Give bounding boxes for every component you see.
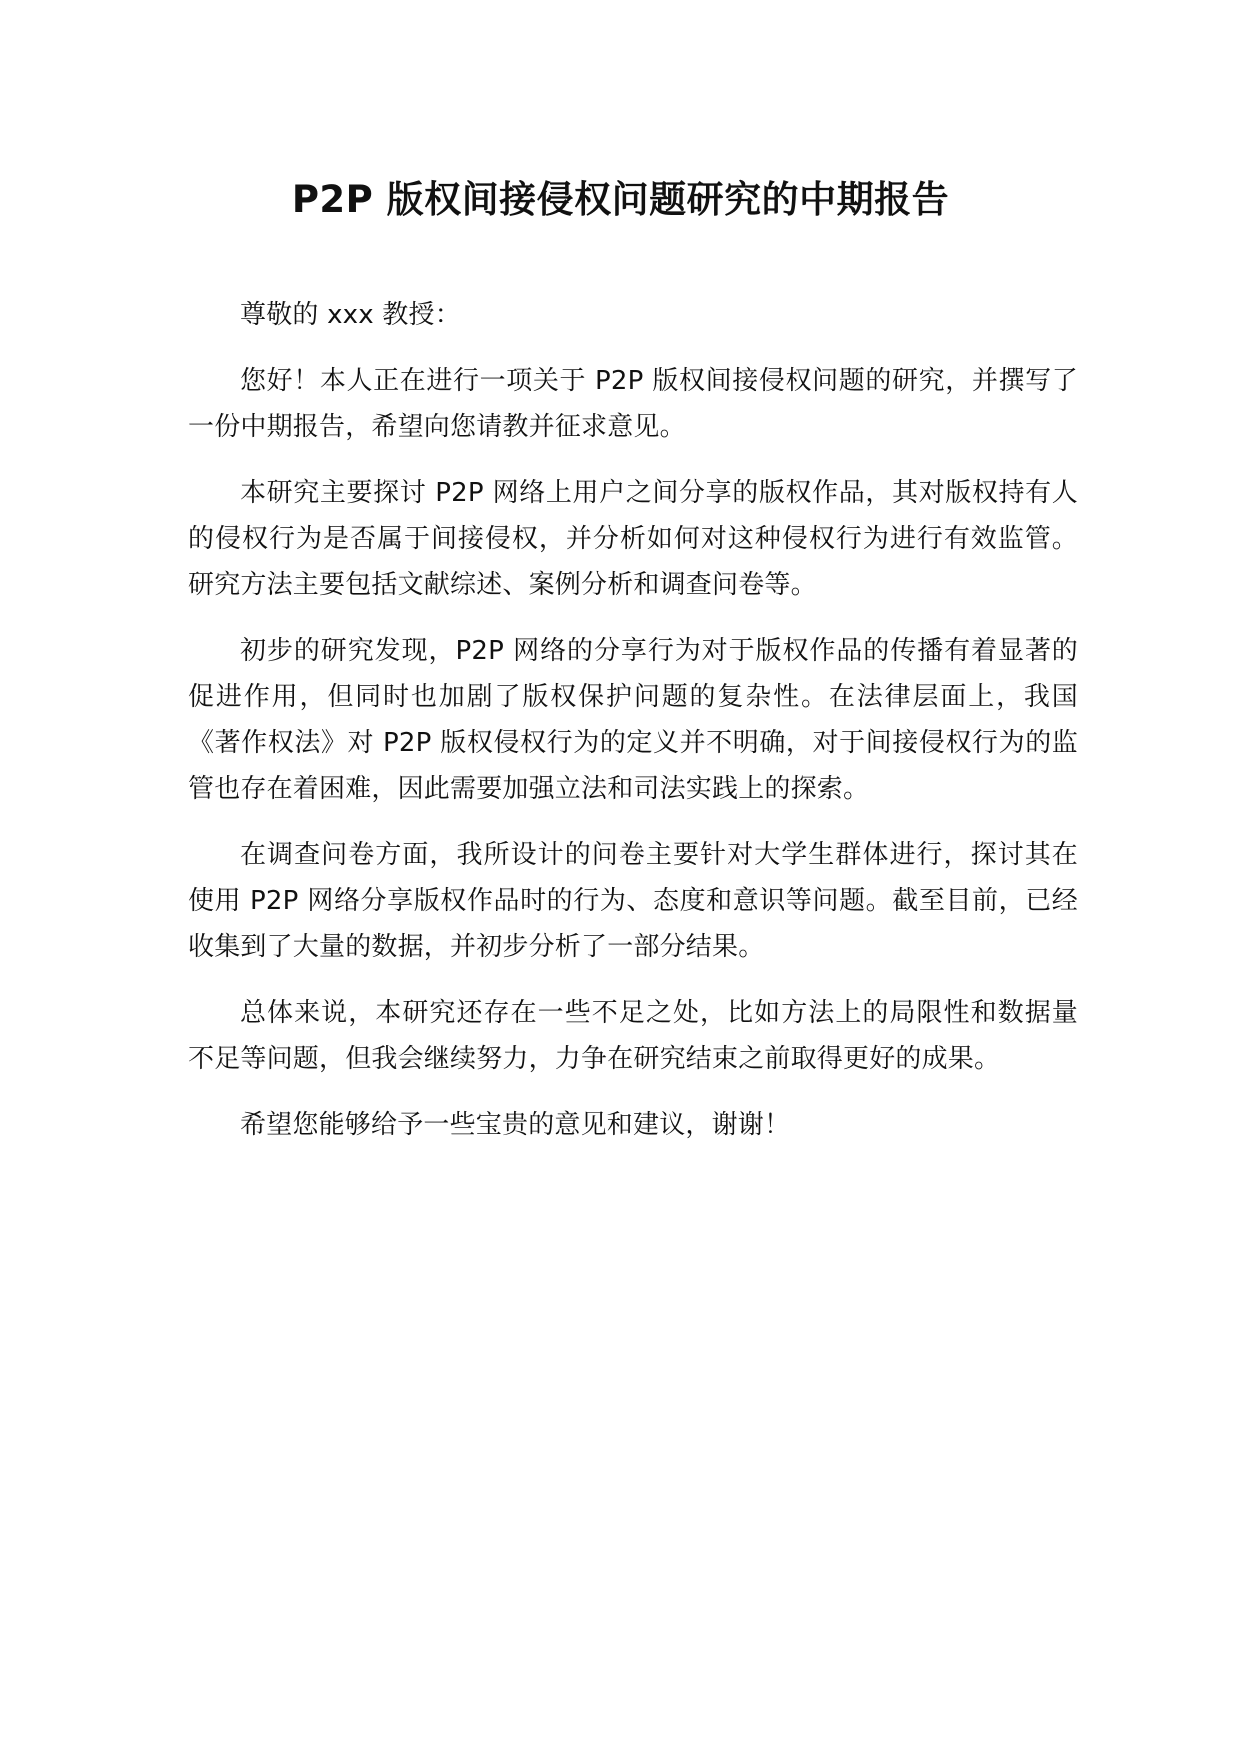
paragraph-questionnaire: 在调查问卷方面，我所设计的问卷主要针对大学生群体进行，探讨其在使用 P2P 网络分享版权作品时的行为、态度和意识等问题。截至目前，已经收集到了大量的数据，并初步分析了一部分结果。 [188,840,1078,962]
document-body [188,292,1078,1168]
document-title: P2P 版权间接侵权问题研究的中期报告 [291,178,950,221]
paragraph-limitations: 总体来说，本研究还存在一些不足之处，比如方法上的局限性和数据量不足等问题，但我会继续努力，力争在研究结束之前取得更好的成果。 [188,998,1078,1074]
paragraph-preliminary-findings: 初步的研究发现，P2P 网络的分享行为对于版权作品的传播有着显著的促进作用，但同时也加剧了版权保护问题的复杂性。在法律层面上，我国《著作权法》对 P2P 版权侵权行为的定义并不明确，对于间接侵权行为的监管也存在着困难，因此需要加强立法和司法实践上的探索。 [188,636,1078,804]
paragraph-greeting: 您好！本人正在进行一项关于 P2P 版权间接侵权问题的研究，并撰写了一份中期报告，希望向您请教并征求意见。 [188,366,1078,442]
paragraph-research-scope: 本研究主要探讨 P2P 网络上用户之间分享的版权作品，其对版权持有人的侵权行为是否属于间接侵权，并分析如何对这种侵权行为进行有效监管。研究方法主要包括文献综述、案例分析和调查问卷等。 [188,478,1078,600]
salutation: 尊敬的 xxx 教授： [240,300,461,330]
paragraph-closing: 希望您能够给予一些宝贵的意见和建议，谢谢！ [240,1110,791,1140]
